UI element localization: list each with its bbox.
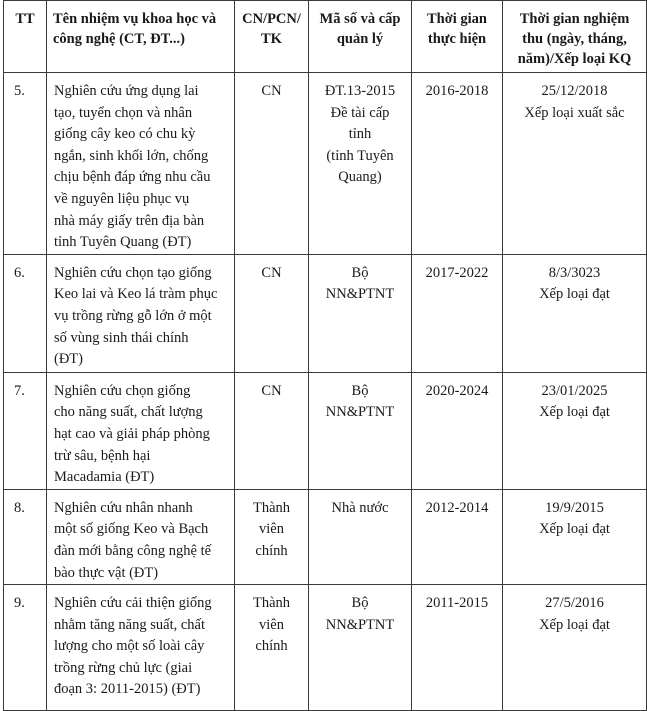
header-task-name: Tên nhiệm vụ khoa học và công nghệ (CT, ĐT...) (47, 1, 235, 73)
cell-period (412, 489, 503, 584)
cell-tt (4, 254, 47, 372)
cell-line: Xếp loại đạt (539, 616, 610, 633)
table-row (4, 372, 647, 489)
cell-acceptance-result (503, 585, 647, 711)
cell-task-name (47, 372, 235, 489)
cell-line: Nghiên cứu cải thiện giống (54, 595, 212, 612)
cell-line: trồng rừng chủ lực (giai (54, 659, 193, 676)
header-tt: TT (4, 1, 47, 73)
cell-line: (tỉnh Tuyên (326, 147, 394, 164)
table-header-row (4, 1, 647, 73)
cell-line: Bộ (351, 595, 369, 612)
cell-line: chính (255, 542, 288, 559)
cell-line: tỉnh Tuyên Quang (ĐT) (54, 234, 192, 251)
cell-line: NN&PTNT (325, 616, 395, 633)
cell-line: tỉnh (348, 126, 372, 143)
table-row (4, 254, 647, 372)
cell-text: 8. (14, 499, 25, 516)
cell-period (412, 372, 503, 489)
cell-tt (4, 372, 47, 489)
cell-line: Xếp loại xuất sắc (524, 104, 625, 121)
cell-line: 27/5/2016 (545, 595, 604, 612)
cell-line: lượng cho một số loài cây (54, 638, 205, 655)
cell-line: chính (255, 638, 288, 655)
cell-line: Quang) (338, 169, 382, 186)
cell-line: 8/3/3023 (548, 264, 601, 281)
table-row (4, 489, 647, 584)
cell-period (412, 73, 503, 255)
cell-acceptance-result (503, 73, 647, 255)
header-code-level: Mã số và cấp quản lý (309, 1, 412, 73)
cell-line: Keo lai và Keo lá tràm phục (54, 286, 218, 303)
cell-tt (4, 585, 47, 711)
cell-line: Nghiên cứu chọn giống (54, 382, 191, 399)
cell-period (412, 254, 503, 372)
cell-line: hạt cao và giải pháp phòng (54, 425, 210, 442)
research-tasks-table (3, 0, 647, 711)
cell-line: Xếp loại đạt (539, 521, 610, 538)
table-row (4, 73, 647, 255)
cell-line: Nghiên cứu nhân nhanh (54, 499, 193, 516)
cell-line: Nghiên cứu chọn tạo giống (54, 264, 212, 281)
cell-line: Xếp loại đạt (539, 404, 610, 421)
cell-line: giống cây keo có chu kỳ (54, 126, 196, 143)
cell-line: NN&PTNT (325, 404, 395, 421)
cell-line: tạo, tuyển chọn và nhân (54, 104, 193, 121)
cell-line: Thành viên (252, 595, 291, 633)
cell-text: 2011-2015 (425, 595, 489, 612)
cell-text: 5. (14, 83, 25, 99)
cell-text: 2016-2018 (425, 83, 489, 99)
cell-role (235, 372, 309, 489)
header-acceptance-result: Thời gian nghiệm thu (ngày, tháng, năm)/Xếp loại KQ (503, 1, 647, 73)
cell-period (412, 585, 503, 711)
cell-acceptance-result (503, 254, 647, 372)
cell-line: Nghiên cứu ứng dụng lai (54, 83, 199, 99)
cell-line: một số giống Keo và Bạch (54, 521, 209, 538)
cell-role (235, 73, 309, 255)
cell-text: 7. (14, 382, 25, 399)
cell-role (235, 489, 309, 584)
cell-line: số vùng sinh thái chính (54, 329, 189, 346)
cell-line: đoạn 3: 2011-2015) (ĐT) (54, 681, 201, 698)
cell-line: 23/01/2025 (541, 382, 608, 399)
cell-role (235, 254, 309, 372)
cell-acceptance-result (503, 489, 647, 584)
cell-line: CN (261, 382, 282, 399)
cell-line: ngắn, sinh khối lớn, chống (54, 147, 209, 164)
cell-code-level (309, 585, 412, 711)
cell-line: Macadamia (ĐT) (54, 469, 155, 486)
cell-line: Đề tài cấp (330, 104, 390, 121)
cell-task-name (47, 73, 235, 255)
cell-line: về nguyên liệu phục vụ (54, 190, 190, 207)
cell-line: chịu bệnh đáp ứng nhu cầu (54, 169, 211, 186)
header-period: Thời gian thực hiện (412, 1, 503, 73)
cell-acceptance-result (503, 372, 647, 489)
cell-code-level (309, 372, 412, 489)
cell-text: 9. (14, 595, 25, 612)
cell-line: Nhà nước (331, 499, 389, 516)
cell-line: CN (261, 264, 282, 281)
cell-line: ĐT.13-2015 (324, 83, 396, 99)
cell-text: 2017-2022 (425, 264, 489, 281)
table-row (4, 585, 647, 711)
cell-role (235, 585, 309, 711)
cell-line: cho năng suất, chất lượng (54, 404, 203, 421)
cell-line: vụ trồng rừng gỗ lớn ở một (54, 307, 212, 324)
cell-line: NN&PTNT (325, 286, 395, 303)
cell-line: 19/9/2015 (545, 499, 604, 516)
cell-line: nhà máy giấy trên địa bàn (54, 212, 205, 229)
cell-line: nhằm tăng năng suất, chất (54, 616, 205, 633)
cell-line: bào thực vật (ĐT) (54, 564, 159, 581)
cell-line: (ĐT) (54, 351, 83, 368)
cell-task-name (47, 254, 235, 372)
cell-line: CN (261, 83, 282, 99)
cell-text: 2012-2014 (425, 499, 489, 516)
cell-tt (4, 489, 47, 584)
cell-line: Xếp loại đạt (539, 286, 610, 303)
cell-code-level (309, 489, 412, 584)
cell-line: đàn mới bằng công nghệ tế (54, 542, 212, 559)
cell-line: Thành viên (252, 499, 291, 538)
cell-line: 25/12/2018 (541, 83, 608, 99)
cell-line: Bộ (351, 264, 369, 281)
cell-code-level (309, 73, 412, 255)
table-body (4, 73, 647, 711)
cell-text: 2020-2024 (425, 382, 489, 399)
cell-task-name (47, 489, 235, 584)
cell-line: trừ sâu, bệnh hại (54, 447, 151, 464)
cell-line: Bộ (351, 382, 369, 399)
cell-text: 6. (14, 264, 25, 281)
cell-tt (4, 73, 47, 255)
cell-task-name (47, 585, 235, 711)
header-role: CN/PCN/ TK (235, 1, 309, 73)
cell-code-level (309, 254, 412, 372)
